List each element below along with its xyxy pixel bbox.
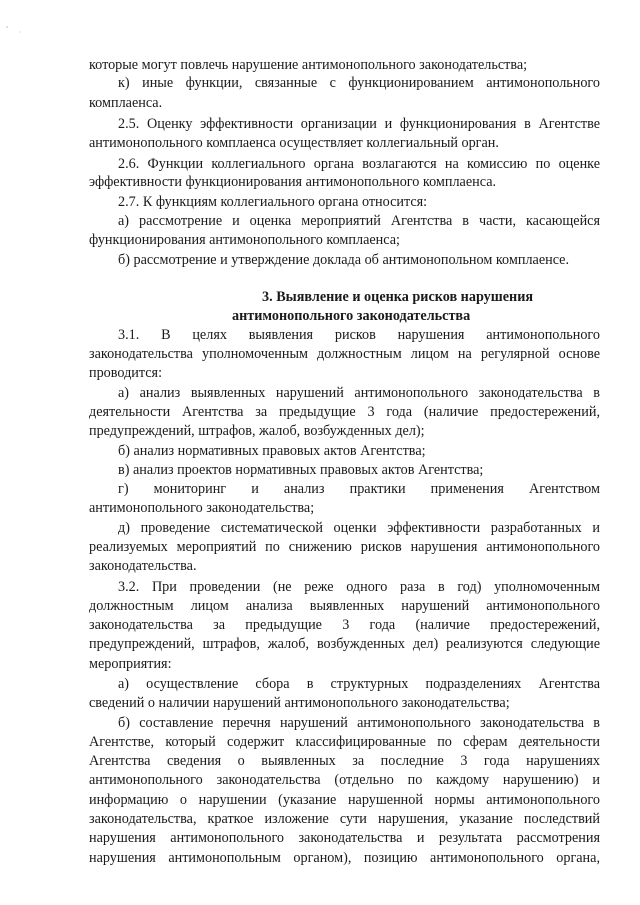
text-line: Агентстве, который содержит классифицированные по сферам деятельности xyxy=(89,734,600,750)
text-line: 3.1. В целях выявления рисков нарушения антимонопольного xyxy=(118,327,600,343)
text-line: г) мониторинг и анализ практики применения Агентством xyxy=(118,481,600,497)
text-line: в) анализ проектов нормативных правовых актов Агентства; xyxy=(118,462,484,478)
text-line: предупреждений, штрафов, жалоб, возбужденных дел); xyxy=(89,423,425,439)
text-line: информацию о нарушении (указание нарушенной нормы антимонопольного xyxy=(89,792,600,808)
text-line: проводится: xyxy=(89,365,163,381)
text-line: комплаенса. xyxy=(89,95,163,111)
text-line: предупреждений, штрафов, жалоб, возбужденных дел) реализуются следующие xyxy=(89,636,600,652)
text-line: а) рассмотрение и оценка мероприятий Агентства в части, касающейся xyxy=(118,213,600,229)
text-line: антимонопольного комплаенса осуществляет коллегиальный орган. xyxy=(89,135,499,151)
text-line: б) рассмотрение и утверждение доклада об антимонопольном комплаенсе. xyxy=(118,252,570,268)
text-line: деятельности Агентства за предыдущие 3 года (наличие предостережений, xyxy=(89,404,600,420)
text-line: которые могут повлечь нарушение антимонопольного законодательства; xyxy=(89,57,528,73)
text-line: законодательства. xyxy=(89,558,197,574)
text-line: Агентства сведения о выявленных за последние 3 года нарушениях xyxy=(89,753,600,769)
text-line: нарушения антимонопольным органом), позицию антимонопольного органа, xyxy=(89,850,600,866)
text-line: законодательства, краткое изложение сути нарушения, указание последствий xyxy=(89,811,600,827)
text-line: 2.7. К функциям коллегиального органа относится: xyxy=(118,194,428,210)
text-line: антимонопольного законодательства; xyxy=(89,500,315,516)
text-line: сведений о наличии нарушений антимонопольного законодательства; xyxy=(89,695,510,711)
text-line: б) составление перечня нарушений антимонопольного законодательства в xyxy=(118,715,600,731)
text-line: законодательства уполномоченным должностным лицом на регулярной основе xyxy=(89,346,600,362)
text-line: 2.5. Оценку эффективности организации и функционирования в Агентстве xyxy=(118,116,600,132)
text-line: а) осуществление сбора в структурных подразделениях Агентства xyxy=(118,676,600,692)
text-line: функционирования антимонопольного комплаенса; xyxy=(89,232,400,248)
text-line: д) проведение систематической оценки эффективности разработанных и xyxy=(118,520,600,536)
text-line: 3.2. При проведении (не реже одного раза в год) уполномоченным xyxy=(118,579,600,595)
text-line: должностным лицом анализа выявленных нарушений антимонопольного xyxy=(89,598,600,614)
section-heading: 3. Выявление и оценка рисков нарушения xyxy=(262,289,534,305)
section-heading: антимонопольного законодательства xyxy=(232,308,471,324)
text-line: законодательства за предыдущие 3 года (наличие предостережений, xyxy=(89,617,600,633)
text-line: мероприятия: xyxy=(89,656,172,672)
text-line: нарушения антимонопольного законодательства и результата рассмотрения xyxy=(89,830,600,846)
text-line: б) анализ нормативных правовых актов Агентства; xyxy=(118,443,426,459)
text-line: к) иные функции, связанные с функционированием антимонопольного xyxy=(118,75,600,91)
text-line: эффективности функционирования антимонопольного комплаенса. xyxy=(89,174,497,190)
text-line: а) анализ выявленных нарушений антимонопольного законодательства в xyxy=(118,385,600,401)
text-line: 2.6. Функции коллегиального органа возлагаются на комиссию по оценке xyxy=(118,156,600,172)
text-line: реализуемых мероприятий по снижению рисков нарушения антимонопольного xyxy=(89,539,600,555)
text-line: антимонопольного законодательства (отдельно по каждому нарушению) и xyxy=(89,772,600,788)
